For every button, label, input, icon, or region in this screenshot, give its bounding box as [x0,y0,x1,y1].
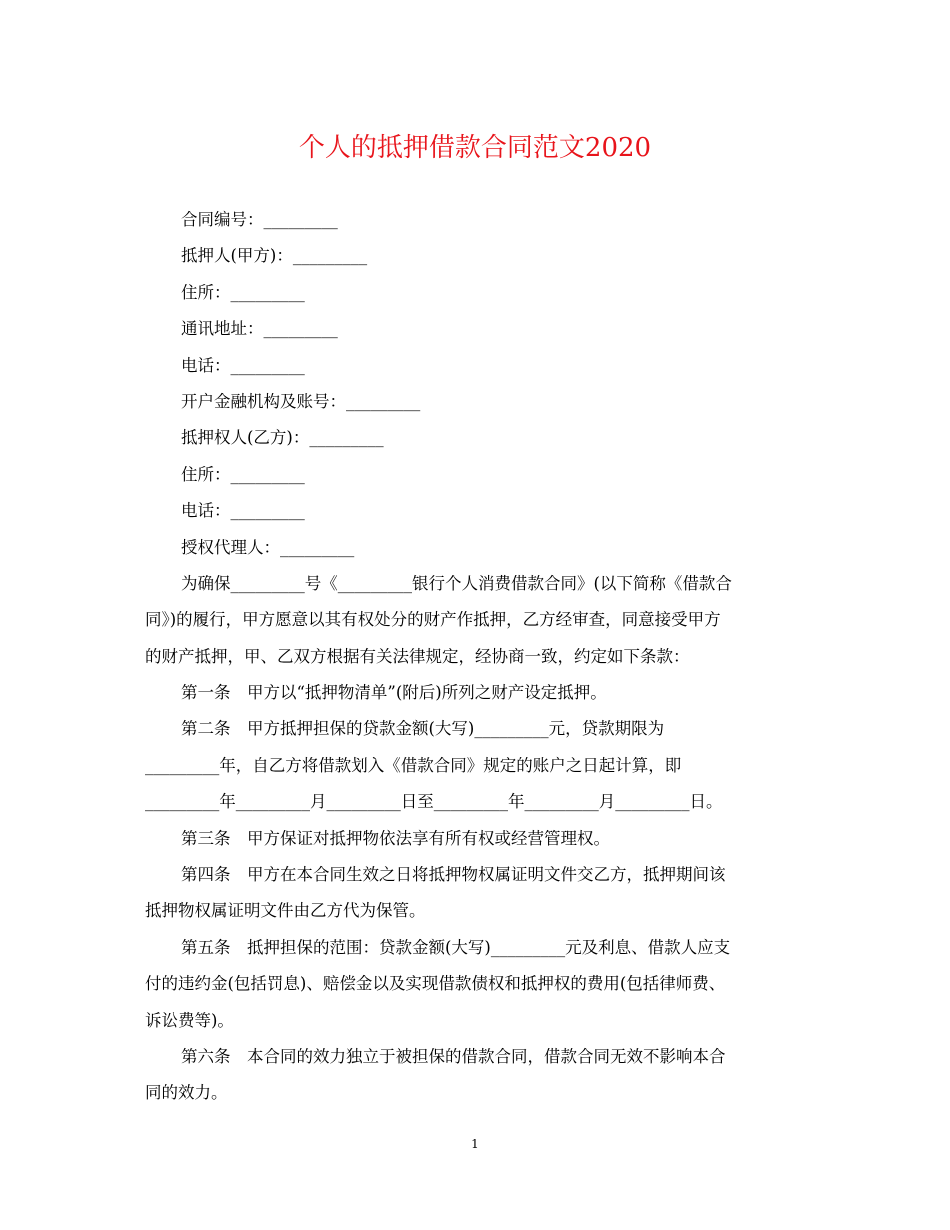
document-line: 合同编号：_________ [181,210,338,229]
document-line: 诉讼费等)。 [145,1010,234,1030]
document-line: 授权代理人：_________ [181,537,355,557]
document-line: 电话：_________ [181,501,305,521]
document-line: 第二条 甲方抵押担保的贷款金额(大写)_________元，贷款期限为 [181,719,665,739]
document-line: 第六条 本合同的效力独立于被担保的借款合同，借款合同无效不影响本合 [181,1046,726,1066]
document-body [145,202,810,1112]
document-line: 抵押人(甲方)：_________ [181,246,368,266]
document-line: 住所：_________ [181,282,305,302]
document-line: 为确保_________号《_________银行个人消费借款合同》(以下简称《借款合 [181,573,732,593]
document-line: 同的效力。 [145,1083,228,1103]
page-number: 1 [471,1137,479,1151]
document-line: _________年，自乙方将借款划入《借款合同》规定的账户之日起计算，即 [145,755,682,775]
document-line: 第五条 抵押担保的范围：贷款金额(大写)_________元及利息、借款人应支 [181,937,731,957]
document-line: 开户金融机构及账号：_________ [181,391,421,411]
document-line: 通讯地址：_________ [181,319,338,339]
document-line: 电话：_________ [181,355,305,375]
document-line: 同》)的履行，甲方愿意以其有权处分的财产作抵押，乙方经审查，同意接受甲方 [145,610,721,630]
document-title: 个人的抵押借款合同范文2020 [298,133,652,163]
document-line: 第四条 甲方在本合同生效之日将抵押物权属证明文件交乙方，抵押期间该 [181,865,726,885]
document-line: _________年_________月_________日至_________年_________月_________日。 [145,792,723,812]
document-line: 付的违约金(包括罚息)、赔偿金以及实现借款债权和抵押权的费用(包括律师费、 [145,974,726,994]
document-line: 的财产抵押，甲、乙双方根据有关法律规定，经协商一致，约定如下条款： [145,646,690,666]
document-line: 抵押物权属证明文件由乙方代为保管。 [145,901,426,921]
document-line: 抵押权人(乙方)：_________ [181,428,384,448]
document-line: 第三条 甲方保证对抵押物依法享有所有权或经营管理权。 [181,828,610,848]
document-line: 住所：_________ [181,464,305,484]
document-line: 第一条 甲方以“抵押物清单”(附后)所列之财产设定抵押。 [181,683,607,703]
